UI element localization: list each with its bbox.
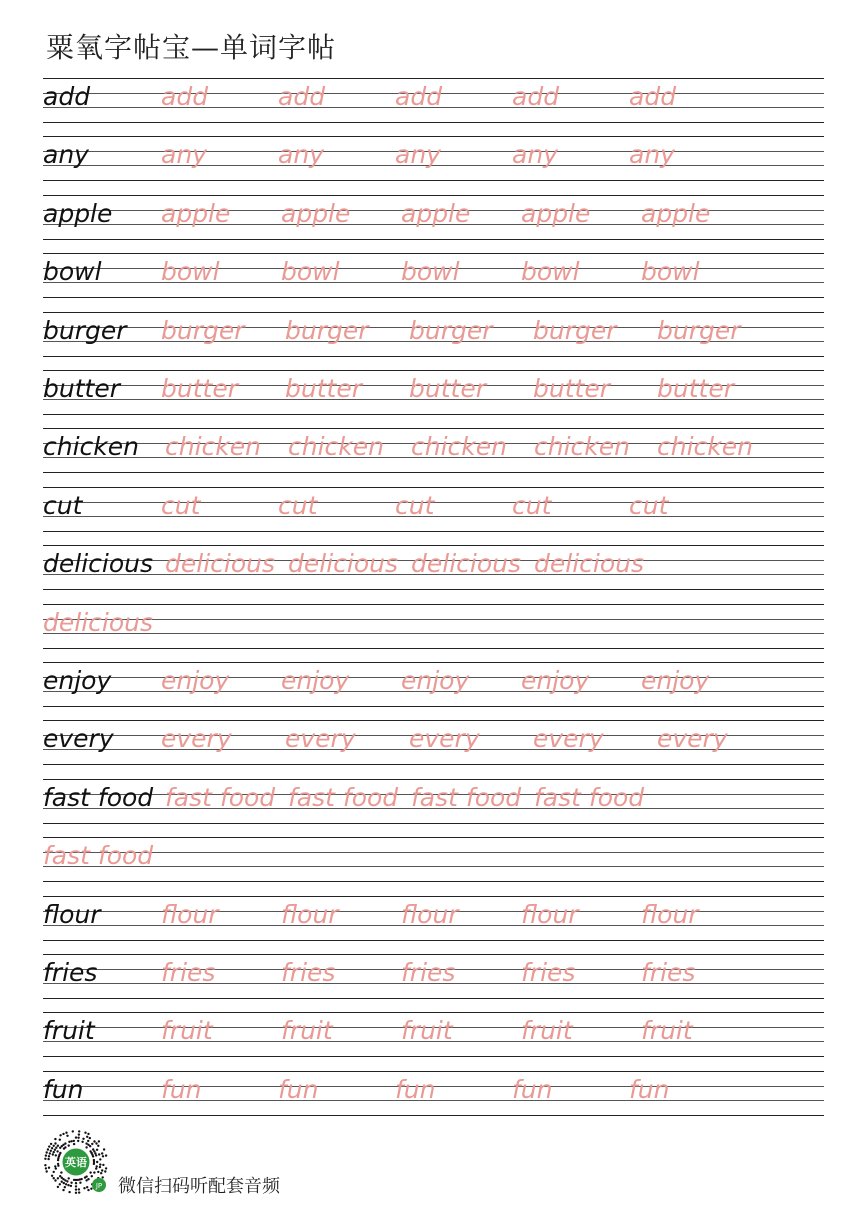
- trace-word: cut: [278, 490, 318, 520]
- practice-row: [43, 954, 824, 999]
- main-word: butter: [43, 374, 120, 403]
- trace-word: apple: [161, 198, 231, 228]
- guide-line: [43, 998, 824, 999]
- trace-word: any: [395, 140, 441, 170]
- guide-line: [43, 1056, 824, 1057]
- trace-word: fruit: [521, 1016, 573, 1046]
- guide-line: [43, 487, 824, 488]
- trace-word: delicious: [534, 549, 644, 579]
- trace-word: delicious: [43, 607, 153, 637]
- guide-line: [43, 1071, 824, 1072]
- trace-word: fries: [161, 958, 216, 987]
- trace-word: chicken: [657, 432, 753, 462]
- trace-word: flour: [641, 899, 699, 929]
- trace-word: fruit: [281, 1016, 333, 1046]
- trace-word: enjoy: [161, 666, 230, 695]
- guide-line: [43, 764, 824, 765]
- trace-word: butter: [533, 374, 610, 403]
- practice-row: [43, 312, 824, 357]
- trace-word: fast food: [534, 782, 645, 812]
- guide-line: [43, 604, 824, 605]
- trace-word: add: [395, 82, 443, 111]
- trace-word: fast food: [411, 782, 522, 812]
- trace-word: fast food: [288, 782, 399, 812]
- main-word: fries: [43, 958, 98, 987]
- trace-word: butter: [285, 374, 362, 403]
- trace-word: burger: [409, 315, 493, 345]
- practice-row: [43, 428, 824, 473]
- trace-word: fruit: [641, 1016, 693, 1046]
- guide-line: [43, 1115, 824, 1116]
- main-word: fast food: [43, 782, 154, 812]
- trace-word: add: [629, 82, 677, 111]
- practice-row: [43, 837, 824, 882]
- trace-word: apple: [641, 198, 711, 228]
- main-word: bowl: [43, 257, 102, 287]
- trace-word: fries: [521, 958, 576, 987]
- footer: [40, 1126, 440, 1198]
- trace-word: every: [657, 724, 728, 754]
- trace-word: butter: [657, 374, 734, 403]
- main-word: apple: [43, 198, 113, 228]
- trace-word: butter: [161, 374, 238, 403]
- trace-word: fruit: [401, 1016, 453, 1046]
- qr-corner-label: JP: [95, 1182, 103, 1190]
- guide-line: [43, 940, 824, 941]
- footer-caption: 微信扫码听配套音频: [118, 1176, 280, 1197]
- guide-line: [43, 589, 824, 590]
- guide-line: [43, 823, 824, 824]
- practice-row: [43, 779, 824, 824]
- trace-word: bowl: [281, 257, 340, 287]
- practice-row: [43, 545, 824, 590]
- guide-line: [43, 866, 824, 867]
- guide-line: [43, 852, 824, 853]
- trace-word: apple: [401, 198, 471, 228]
- guide-line: [43, 896, 824, 897]
- practice-row: [43, 78, 824, 123]
- trace-word: apple: [521, 198, 591, 228]
- guide-line: [43, 837, 824, 838]
- trace-word: delicious: [411, 549, 521, 579]
- guide-line: [43, 356, 824, 357]
- practice-row: [43, 662, 824, 707]
- guide-line: [43, 472, 824, 473]
- guide-line: [43, 633, 824, 634]
- main-word: flour: [43, 899, 101, 929]
- guide-line: [43, 662, 824, 663]
- guide-line: [43, 531, 824, 532]
- practice-row: [43, 720, 824, 765]
- trace-word: every: [533, 724, 604, 754]
- page-title: 粟氧字帖宝—单词字帖: [46, 31, 337, 64]
- guide-line: [43, 648, 824, 649]
- trace-word: fun: [278, 1074, 319, 1104]
- trace-word: cut: [395, 490, 435, 520]
- trace-word: burger: [285, 315, 369, 345]
- practice-row: [43, 896, 824, 941]
- trace-word: flour: [521, 899, 579, 929]
- guide-line: [43, 370, 824, 371]
- guide-line: [43, 180, 824, 181]
- trace-word: delicious: [288, 549, 398, 579]
- trace-word: burger: [533, 315, 617, 345]
- trace-word: fries: [401, 958, 456, 987]
- guide-line: [43, 195, 824, 196]
- trace-word: fast food: [165, 782, 276, 812]
- trace-word: any: [161, 140, 207, 170]
- trace-word: any: [278, 140, 324, 170]
- trace-word: chicken: [411, 432, 507, 462]
- main-word: fruit: [43, 1016, 95, 1046]
- trace-word: add: [278, 82, 326, 111]
- guide-line: [43, 720, 824, 721]
- trace-word: chicken: [165, 432, 261, 462]
- trace-word: chicken: [288, 432, 384, 462]
- trace-word: fun: [395, 1074, 436, 1104]
- practice-row: [43, 1012, 824, 1057]
- trace-word: enjoy: [641, 666, 710, 695]
- trace-word: flour: [161, 899, 219, 929]
- guide-line: [43, 706, 824, 707]
- trace-word: enjoy: [401, 666, 470, 695]
- practice-row: [43, 487, 824, 532]
- guide-line: [43, 78, 824, 79]
- practice-row: [43, 253, 824, 298]
- trace-word: chicken: [534, 432, 630, 462]
- trace-word: every: [409, 724, 480, 754]
- trace-word: fun: [161, 1074, 202, 1104]
- guide-line: [43, 312, 824, 313]
- guide-line: [43, 122, 824, 123]
- guide-line: [43, 428, 824, 429]
- trace-word: burger: [161, 315, 245, 345]
- practice-row: [43, 604, 824, 649]
- trace-word: every: [285, 724, 356, 754]
- trace-word: enjoy: [521, 666, 590, 695]
- trace-word: fast food: [43, 841, 154, 871]
- trace-word: bowl: [521, 257, 580, 287]
- main-word: chicken: [43, 432, 139, 462]
- trace-word: flour: [281, 899, 339, 929]
- guide-line: [43, 619, 824, 620]
- trace-word: cut: [512, 490, 552, 520]
- guide-line: [43, 881, 824, 882]
- trace-word: bowl: [401, 257, 460, 287]
- trace-word: bowl: [161, 257, 220, 287]
- trace-word: enjoy: [281, 666, 350, 695]
- practice-row: [43, 195, 824, 240]
- trace-word: fries: [641, 958, 696, 987]
- main-word: burger: [43, 315, 127, 345]
- trace-word: fruit: [161, 1016, 213, 1046]
- trace-word: apple: [281, 198, 351, 228]
- trace-word: delicious: [165, 549, 275, 579]
- qr-badge-label: 英语: [65, 1156, 87, 1169]
- trace-word: burger: [657, 315, 741, 345]
- main-word: every: [43, 724, 114, 754]
- main-word: delicious: [43, 549, 153, 579]
- trace-word: every: [161, 724, 232, 754]
- trace-word: fun: [629, 1074, 670, 1104]
- practice-row: [43, 136, 824, 181]
- trace-word: add: [512, 82, 560, 111]
- practice-row: [43, 1071, 824, 1116]
- guide-line: [43, 414, 824, 415]
- main-word: any: [43, 140, 89, 170]
- trace-word: fries: [281, 958, 336, 987]
- trace-word: any: [512, 140, 558, 170]
- practice-row: [43, 370, 824, 415]
- trace-word: flour: [401, 899, 459, 929]
- guide-line: [43, 779, 824, 780]
- main-word: fun: [43, 1074, 84, 1104]
- guide-line: [43, 954, 824, 955]
- trace-word: cut: [629, 490, 669, 520]
- main-word: enjoy: [43, 666, 112, 695]
- trace-word: bowl: [641, 257, 700, 287]
- trace-word: add: [161, 82, 209, 111]
- trace-word: any: [629, 140, 675, 170]
- trace-word: cut: [161, 490, 201, 520]
- trace-word: butter: [409, 374, 486, 403]
- main-word: cut: [43, 490, 83, 520]
- trace-word: fun: [512, 1074, 553, 1104]
- guide-line: [43, 545, 824, 546]
- qr-code-icon[interactable]: [40, 1126, 112, 1198]
- guide-line: [43, 136, 824, 137]
- guide-line: [43, 253, 824, 254]
- guide-line: [43, 297, 824, 298]
- guide-line: [43, 239, 824, 240]
- guide-line: [43, 1012, 824, 1013]
- main-word: add: [43, 82, 91, 111]
